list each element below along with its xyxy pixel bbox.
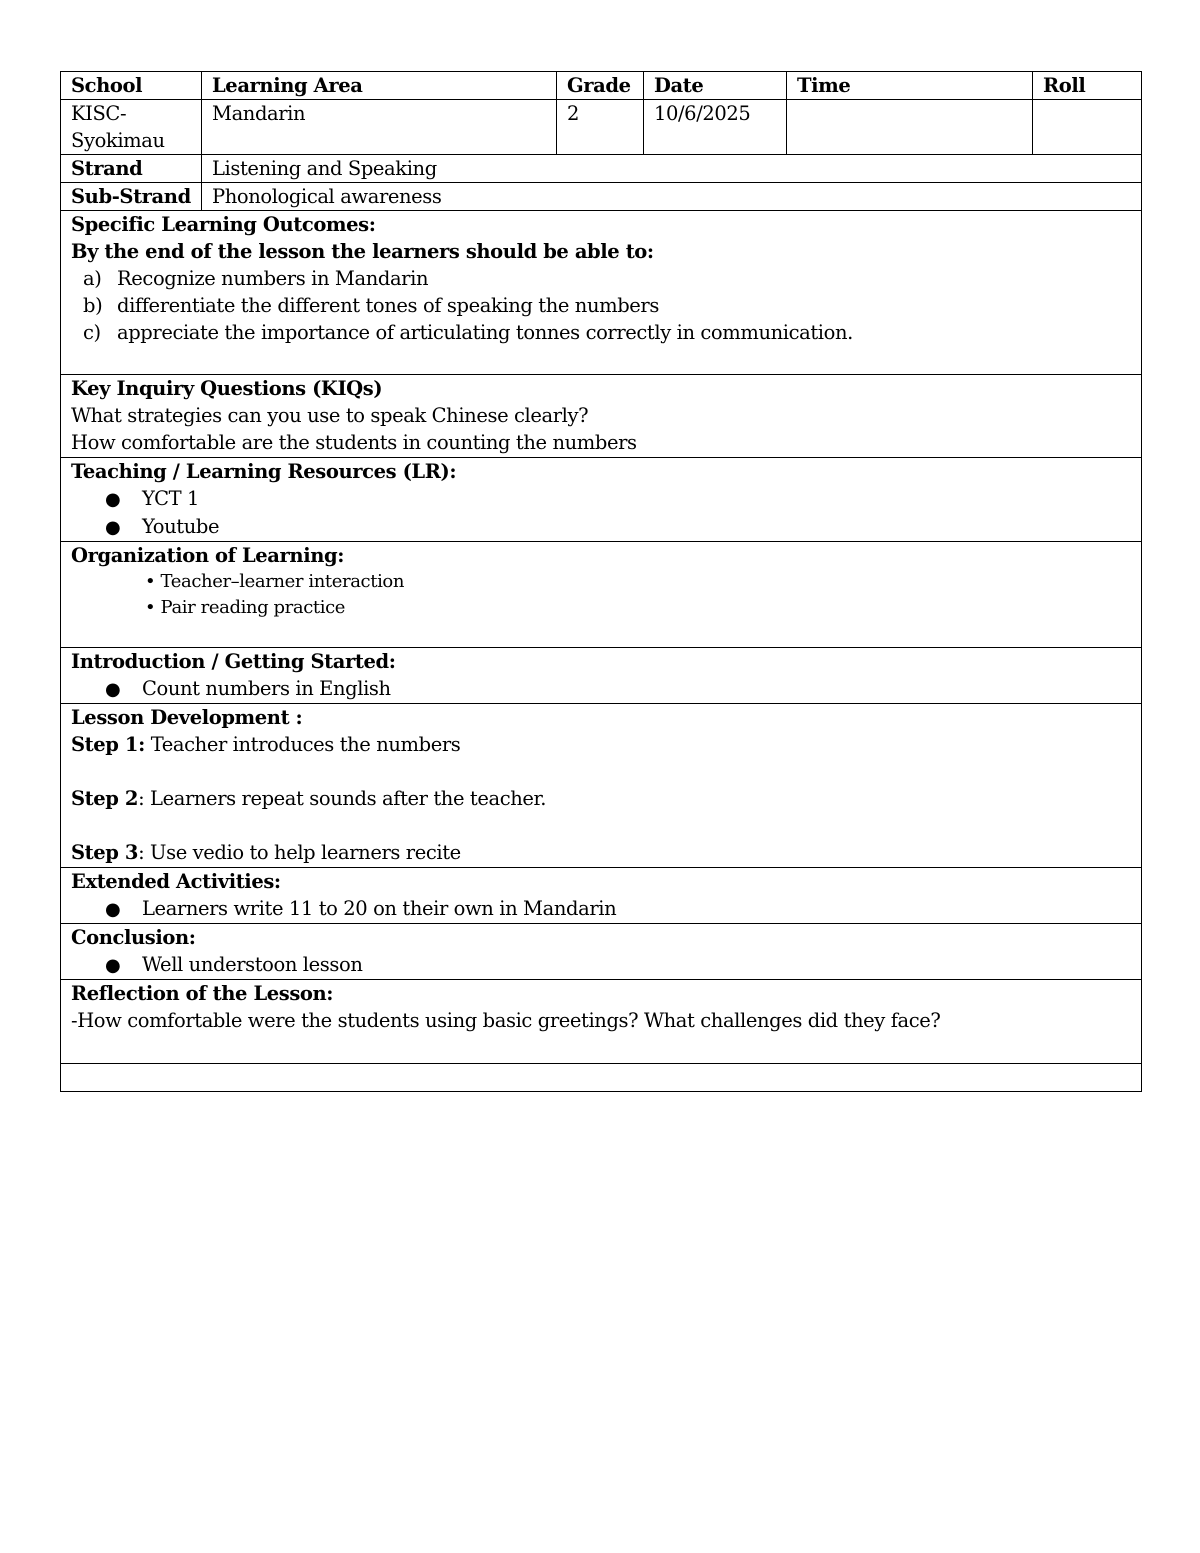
organization-list: [71, 569, 1131, 621]
list-text: YCT 1: [142, 487, 200, 510]
organization-cell: [61, 542, 1142, 648]
kiq-line: What strategies can you use to speak Chinese clearly?: [71, 404, 589, 427]
grade-value: 2: [557, 100, 644, 155]
introduction-cell: [61, 648, 1142, 704]
list-item: [71, 485, 1131, 513]
list-item: • Pair reading practice: [145, 597, 346, 618]
bullet-icon: ●: [105, 955, 121, 976]
grade-label: Grade: [557, 72, 644, 100]
organization-title: Organization of Learning:: [71, 544, 345, 567]
extended-row: [61, 868, 1142, 924]
sub-strand-row: [61, 183, 1142, 211]
list-item: [71, 951, 1131, 979]
introduction-title: Introduction / Getting Started:: [71, 650, 396, 673]
list-text: differentiate the different tones of speaking the numbers: [117, 294, 659, 317]
list-item: [71, 319, 1131, 346]
date-value: 10/6/2025: [644, 100, 787, 155]
outcomes-list: [71, 265, 1131, 346]
empty-row: [61, 1064, 1142, 1092]
bullet-icon: ●: [105, 899, 121, 920]
list-marker: c): [83, 321, 101, 344]
step-line: [71, 839, 1131, 866]
list-text: Count numbers in English: [142, 677, 391, 700]
introduction-row: [61, 648, 1142, 704]
resources-row: [61, 458, 1142, 542]
time-value: [787, 100, 1033, 155]
list-text: Youtube: [142, 515, 220, 538]
school-label: School: [61, 72, 202, 100]
reflection-text: -How comfortable were the students using basic greetings? What challenges did they face?: [71, 1009, 941, 1032]
conclusion-cell: [61, 924, 1142, 980]
list-item: [71, 675, 1131, 703]
list-item: • Teacher–learner interaction: [145, 571, 405, 592]
reflection-row: [61, 980, 1142, 1064]
bullet-icon: ●: [105, 679, 121, 700]
development-row: [61, 704, 1142, 868]
strand-row: [61, 155, 1142, 183]
lesson-plan-table: [60, 71, 1142, 1092]
header-label-row: [61, 72, 1142, 100]
step-label: Step 3: [71, 841, 139, 864]
kiq-line: How comfortable are the students in counting the numbers: [71, 431, 637, 454]
resources-list: [71, 485, 1131, 541]
date-label: Date: [644, 72, 787, 100]
outcomes-cell: [61, 211, 1142, 375]
step-line: [71, 731, 1131, 758]
organization-row: [61, 542, 1142, 648]
development-title: Lesson Development :: [71, 706, 303, 729]
list-marker: a): [83, 267, 102, 290]
outcomes-title: Specific Learning Outcomes:: [71, 213, 376, 236]
list-text: Well understoon lesson: [142, 953, 363, 976]
step-text: Teacher introduces the numbers: [144, 733, 461, 756]
sub-strand-label: Sub-Strand: [61, 183, 202, 211]
learning-area-value: Mandarin: [202, 100, 557, 155]
list-item: [71, 513, 1131, 541]
school-value: KISC-Syokimau: [61, 100, 202, 155]
kiq-title: Key Inquiry Questions (KIQs): [71, 377, 383, 400]
step-text: : Learners repeat sounds after the teacher.: [138, 787, 547, 810]
extended-list: [71, 895, 1131, 923]
conclusion-list: [71, 951, 1131, 979]
bullet-icon: ●: [105, 489, 121, 510]
kiq-row: [61, 375, 1142, 458]
learning-area-label: Learning Area: [202, 72, 557, 100]
strand-value: Listening and Speaking: [202, 155, 1142, 183]
reflection-title: Reflection of the Lesson:: [71, 982, 334, 1005]
time-label: Time: [787, 72, 1033, 100]
list-item: [71, 895, 1131, 923]
list-item: [71, 265, 1131, 292]
header-value-row: [61, 100, 1142, 155]
empty-cell: [61, 1064, 1142, 1092]
list-text: Recognize numbers in Mandarin: [117, 267, 429, 290]
conclusion-title: Conclusion:: [71, 926, 196, 949]
resources-cell: [61, 458, 1142, 542]
conclusion-row: [61, 924, 1142, 980]
extended-cell: [61, 868, 1142, 924]
step-text: : Use vedio to help learners recite: [138, 841, 461, 864]
step-label: Step 1:: [71, 733, 145, 756]
introduction-list: [71, 675, 1131, 703]
kiq-cell: [61, 375, 1142, 458]
step-line: [71, 785, 1131, 812]
resources-title: Teaching / Learning Resources (LR):: [71, 460, 457, 483]
development-cell: [61, 704, 1142, 868]
list-marker: b): [83, 294, 103, 317]
outcomes-row: [61, 211, 1142, 375]
outcomes-intro: By the end of the lesson the learners should be able to:: [71, 240, 654, 263]
strand-label: Strand: [61, 155, 202, 183]
bullet-icon: ●: [105, 517, 121, 538]
roll-label: Roll: [1033, 72, 1142, 100]
reflection-cell: [61, 980, 1142, 1064]
step-label: Step 2: [71, 787, 139, 810]
sub-strand-value: Phonological awareness: [202, 183, 1142, 211]
list-item: [71, 292, 1131, 319]
list-text: appreciate the importance of articulating tonnes correctly in communication.: [117, 321, 853, 344]
extended-title: Extended Activities:: [71, 870, 281, 893]
list-text: Learners write 11 to 20 on their own in Mandarin: [142, 897, 617, 920]
roll-value: [1033, 100, 1142, 155]
